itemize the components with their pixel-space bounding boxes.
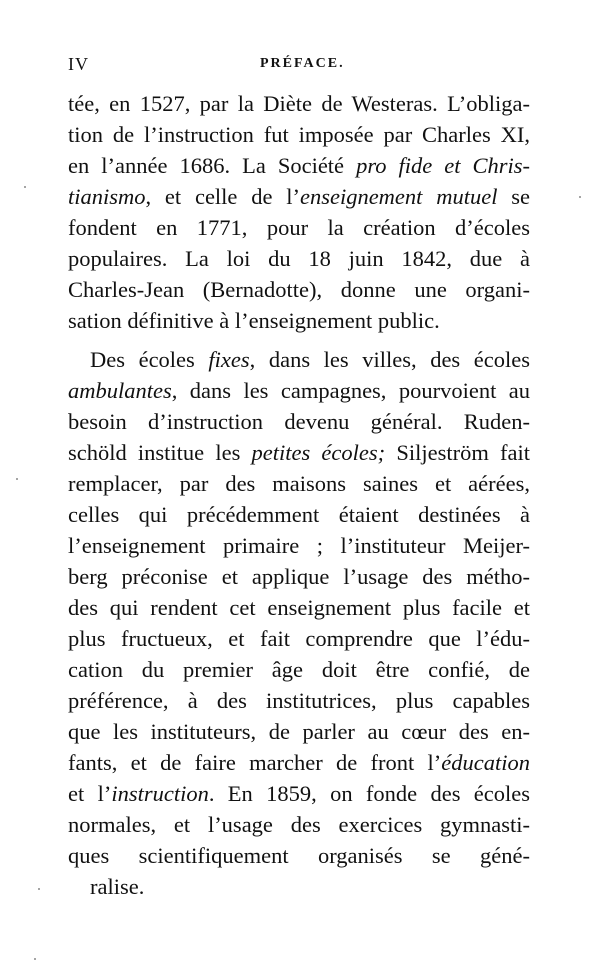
page-header — [68, 54, 530, 78]
text-line — [68, 375, 530, 406]
text-segment: . En 1859, on fonde des écoles — [208, 781, 530, 806]
text-segment: et l’ — [68, 781, 112, 806]
text-segment: plus fructueux, et fait comprendre que l’édu- — [68, 626, 530, 651]
text-line — [68, 871, 530, 902]
text-segment: ques scientifiquement organisés se géné- — [68, 843, 530, 868]
text-segment: tion de l’instruction fut imposée par Charles XI, — [68, 122, 530, 147]
text-segment: , dans les campagnes, pourvoient au — [171, 378, 530, 403]
text-segment: , et celle de l’ — [145, 184, 300, 209]
text-segment: que les instituteurs, de parler au cœur des en- — [68, 719, 530, 744]
text-segment: besoin d’instruction devenu général. Ruden- — [68, 409, 530, 434]
running-head: PRÉFACE. — [260, 56, 345, 71]
text-segment: préférence, à des institutrices, plus capables — [68, 688, 530, 713]
text-line — [68, 150, 530, 181]
text-segment: sation définitive à l’enseignement public. — [68, 308, 440, 333]
text-segment: Charles-Jean (Bernadotte), donne une organi- — [68, 277, 530, 302]
page-number: IV — [68, 54, 89, 74]
text-segment: des qui rendent cet enseignement plus facile et — [68, 595, 530, 620]
text-segment: schöld institue les — [68, 440, 252, 465]
italic-phrase: ambulantes — [68, 378, 172, 403]
text-line — [68, 437, 530, 468]
text-segment: , dans les villes, des écoles — [249, 347, 530, 372]
text-line — [68, 119, 530, 150]
italic-phrase: enseignement mutuel — [299, 184, 498, 209]
text-line — [68, 778, 530, 809]
text-line — [68, 305, 530, 336]
italic-phrase: petites écoles; — [251, 440, 386, 465]
text-segment: remplacer, par des maisons saines et aérées, — [68, 471, 530, 496]
text-segment: normales, et l’usage des exercices gymnasti- — [68, 812, 530, 837]
text-line — [68, 468, 530, 499]
text-segment: fondent en 1771, pour la création d’écoles — [68, 215, 530, 240]
text-line — [68, 530, 530, 561]
text-line — [68, 809, 530, 840]
text-line — [68, 623, 530, 654]
text-segment: Des écoles — [90, 347, 209, 372]
text-line — [68, 88, 530, 119]
italic-phrase: éducation — [441, 750, 530, 775]
text-line — [68, 747, 530, 778]
text-segment: l’enseignement primaire ; l’instituteur Meijer- — [68, 533, 530, 558]
page-speck — [579, 196, 581, 198]
text-segment: cation du premier âge doit être confié, de — [68, 657, 530, 682]
italic-phrase: pro fide et Chris- — [356, 153, 530, 178]
paragraph-spacer — [68, 336, 530, 344]
text-segment: fants, et de faire marcher de front l’ — [68, 750, 442, 775]
text-line — [68, 561, 530, 592]
text-segment: Siljeström fait — [385, 440, 530, 465]
page-speck — [24, 186, 26, 188]
text-line — [68, 499, 530, 530]
text-segment: berg préconise et applique l’usage des métho- — [68, 564, 530, 589]
text-line — [68, 181, 530, 212]
text-line — [68, 243, 530, 274]
italic-phrase: tianismo — [68, 184, 146, 209]
page-speck — [16, 478, 18, 480]
text-segment: celles qui précédemment étaient destinées à — [68, 502, 530, 527]
italic-phrase: instruction — [111, 781, 209, 806]
paragraph — [68, 88, 530, 336]
text-segment: se — [497, 184, 530, 209]
text-line — [68, 406, 530, 437]
text-line — [68, 212, 530, 243]
paragraph — [68, 344, 530, 902]
text-segment: en l’année 1686. La Société — [68, 153, 357, 178]
text-segment: populaires. La loi du 18 juin 1842, due à — [68, 246, 530, 271]
page-speck — [34, 958, 36, 960]
text-line — [68, 592, 530, 623]
text-line — [68, 716, 530, 747]
text-line — [68, 685, 530, 716]
italic-phrase: fixes — [208, 347, 250, 372]
text-segment: tée, en 1527, par la Diète de Westeras. L’obliga- — [68, 91, 530, 116]
text-segment: ralise. — [90, 874, 145, 899]
text-line — [68, 654, 530, 685]
text-line — [68, 344, 530, 375]
text-line — [68, 840, 530, 871]
page-speck — [38, 888, 40, 890]
text-line — [68, 274, 530, 305]
body-text — [68, 88, 530, 902]
